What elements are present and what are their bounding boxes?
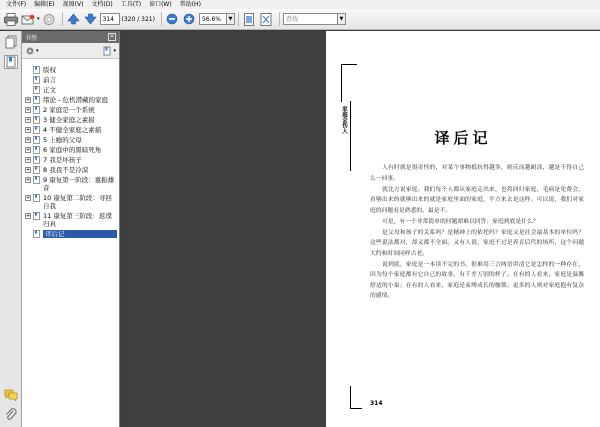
gear-icon [25, 46, 35, 56]
bookmark-icon [33, 166, 40, 174]
tree-spacer [24, 76, 32, 84]
plus-icon: + [26, 213, 31, 219]
zoom-out-icon[interactable] [165, 12, 180, 27]
expand-toggle-icon[interactable] [24, 146, 32, 154]
chevron-down-icon: ▾ [113, 47, 116, 54]
bookmark-icon [33, 106, 40, 114]
bookmark-item[interactable] [22, 229, 119, 239]
zoom-in-icon[interactable] [182, 12, 197, 27]
bookmark-icon [33, 76, 40, 84]
page-number: 314 [370, 400, 383, 407]
bookmark-item[interactable] [22, 95, 119, 105]
options-menu-button[interactable] [25, 46, 39, 56]
crop-mark [341, 64, 357, 65]
bookmark-item[interactable] [22, 211, 119, 229]
bookmark-icon [33, 194, 40, 202]
bookmark-icon [33, 96, 40, 104]
bookmark-item[interactable] [22, 125, 119, 135]
new-bookmark-icon [102, 46, 112, 56]
tree-spacer [24, 66, 32, 74]
menu-window[interactable]: 窗口(W) [149, 1, 172, 8]
bookmark-label: 10 康复第二阶段：寻回自我 [43, 194, 112, 210]
menu-document[interactable]: 文档(D) [91, 1, 113, 8]
expand-toggle-icon[interactable] [24, 106, 32, 114]
find-input[interactable] [283, 13, 338, 25]
bookmark-item[interactable] [22, 135, 119, 145]
expand-toggle-icon[interactable] [24, 176, 32, 184]
bookmarks-toolbar [22, 43, 119, 59]
bookmark-item[interactable] [22, 115, 119, 125]
chevron-down-icon[interactable]: ▾ [37, 16, 40, 22]
crop-mark [341, 64, 342, 102]
navigation-strip [0, 31, 22, 427]
crop-mark [350, 386, 351, 408]
chevron-down-icon: ▾ [36, 47, 39, 54]
plus-icon: + [26, 177, 31, 183]
close-panel-button[interactable]: × [109, 33, 115, 40]
bookmark-icon [33, 230, 40, 238]
bookmark-icon [33, 116, 40, 124]
menu-edit[interactable]: 编辑(E) [34, 1, 55, 8]
bookmark-label: 9 康复第一阶段：重振雄音 [43, 176, 115, 192]
paragraph: 是父母和孩子的关系吗？是精神上的依托吗？家庭又是社会最基本的单位吗？这些说法都对，却又都不全面。又有人说，家庭不过是养育后代的场所，这个问题大约和时间同样古老。 [370, 229, 584, 257]
bookmark-icon [33, 156, 40, 164]
menu-file[interactable]: 文件(F) [6, 1, 27, 8]
paragraph: 可是，有一个非常简单的问题却难以回答：家庭到底是什么？ [382, 218, 539, 225]
toolbar [0, 9, 600, 30]
paragraph: 说到底，家庭是一本读不完的书。很难用三言两语讲清它是怎样的一种存在，因为每个家庭都有它自己的故事，有千差万别的样子。在有的人看来，家庭是温馨舒适的小巢；在有的人看来，家庭是束缚成长的枷锁；更多的人则对家庭抱有复杂的感情。 [370, 261, 584, 299]
bookmark-label: 11 康复第三阶段：返璞归真 [43, 212, 112, 228]
prev-page-icon[interactable] [66, 12, 81, 27]
bookmark-label: 8 我我不是冷漠 [43, 166, 89, 174]
pdf-page [326, 31, 600, 427]
toolbar-divider [279, 12, 280, 26]
bookmark-label: 4 不健全家庭之素描 [43, 126, 102, 134]
bookmark-label: 6 家庭中的黑暗死角 [43, 146, 102, 154]
plus-icon: + [26, 117, 31, 123]
fit-page-icon[interactable] [242, 12, 257, 27]
email-icon[interactable] [20, 12, 35, 27]
menu-bar [0, 0, 600, 9]
bookmarks-title: 书签 [25, 34, 38, 42]
bookmark-label: 正文 [43, 86, 56, 94]
expand-toggle-icon[interactable] [24, 116, 32, 124]
page-number-input[interactable] [100, 13, 120, 25]
bookmark-label: 5 上瘾的父母 [43, 136, 82, 144]
zoom-dropdown-icon[interactable]: ▼ [227, 13, 235, 25]
expand-toggle-icon[interactable] [24, 212, 32, 220]
menu-tools[interactable]: 工具(T) [120, 1, 142, 8]
paragraph: 就比方说家庭。我们每个人都从家庭走出来，也将回归家庭，毛病是免费会，看够出来的就够出来的就是家庭里面的家庭，平方来去是这样。可以说，我们对家庭的问题看是熟悉的，最是不。 [370, 186, 584, 214]
menu-view[interactable]: 视图(V) [62, 1, 84, 8]
bookmark-icon [33, 176, 40, 184]
find-dropdown-icon[interactable]: ▼ [338, 13, 346, 25]
tree-spacer [24, 230, 32, 238]
bookmark-tree [22, 59, 119, 239]
bookmark-label: 译后记 [43, 230, 117, 238]
bookmark-icon [33, 212, 40, 220]
hand-tool-icon[interactable] [42, 12, 57, 27]
page-count: (320 / 321) [121, 15, 155, 23]
bookmark-label: 前言 [43, 76, 56, 84]
expand-toggle-icon[interactable] [24, 194, 32, 202]
bookmark-item[interactable] [22, 105, 119, 115]
bookmark-icon [33, 146, 40, 154]
expand-toggle-icon[interactable] [24, 96, 32, 104]
plus-icon: + [26, 147, 31, 153]
expand-toggle-icon[interactable] [24, 156, 32, 164]
bookmark-icon [33, 136, 40, 144]
chapter-title: 译后记 [434, 129, 492, 147]
document-view[interactable] [121, 31, 600, 427]
zoom-level-input[interactable] [199, 13, 227, 25]
bookmark-icon [33, 86, 40, 94]
plus-icon: + [26, 157, 31, 163]
crop-mark [350, 408, 362, 409]
print-icon[interactable] [3, 12, 18, 27]
body-text [370, 163, 584, 302]
bookmark-item[interactable] [22, 165, 119, 175]
new-bookmark-button[interactable] [102, 46, 116, 56]
expand-toggle-icon[interactable] [24, 126, 32, 134]
bookmark-item[interactable] [22, 65, 119, 75]
bookmarks-icon[interactable] [4, 55, 18, 69]
bookmark-item[interactable] [22, 145, 119, 155]
bookmark-icon [33, 126, 40, 134]
bookmark-label: 7 我是坏孩子 [43, 156, 82, 164]
plus-icon: + [26, 97, 31, 103]
expand-toggle-icon[interactable] [24, 166, 32, 174]
bookmark-label: 绪论 - 危机潜藏的家庭 [43, 96, 108, 104]
expand-toggle-icon[interactable] [24, 136, 32, 144]
pages-icon[interactable] [4, 35, 18, 49]
next-page-icon[interactable] [83, 12, 98, 27]
menu-help[interactable]: 帮助(H) [179, 1, 201, 8]
bookmark-item[interactable] [22, 155, 119, 165]
toolbar-divider [161, 12, 162, 26]
bookmark-label: 版权 [43, 66, 56, 74]
plus-icon: + [26, 137, 31, 143]
bookmark-item[interactable] [22, 85, 119, 95]
bookmark-item[interactable] [22, 193, 119, 211]
plus-icon: + [26, 127, 31, 133]
bookmark-item[interactable] [22, 75, 119, 85]
comments-icon[interactable] [4, 389, 18, 403]
bookmarks-header [22, 31, 119, 43]
toolbar-divider [62, 12, 63, 26]
attachments-icon[interactable] [4, 408, 18, 422]
tree-spacer [24, 86, 32, 94]
bookmark-label: 2 家庭是一个系统 [43, 106, 95, 114]
running-head: 家庭会伤人 [341, 106, 347, 134]
bookmarks-panel [22, 31, 120, 427]
plus-icon: + [26, 195, 31, 201]
plus-icon: + [26, 167, 31, 173]
toolbar-divider [238, 12, 239, 26]
plus-icon: + [26, 107, 31, 113]
full-screen-icon[interactable] [259, 12, 274, 27]
bookmark-icon [33, 66, 40, 74]
paragraph: 人有时就是很奇怪的，对某个事物抵抗得越多，则反而越耐涂，越是不得自己么一回事。 [370, 165, 584, 182]
bookmark-label: 3 健全家庭之素描 [43, 116, 95, 124]
bookmark-item[interactable] [22, 175, 119, 193]
